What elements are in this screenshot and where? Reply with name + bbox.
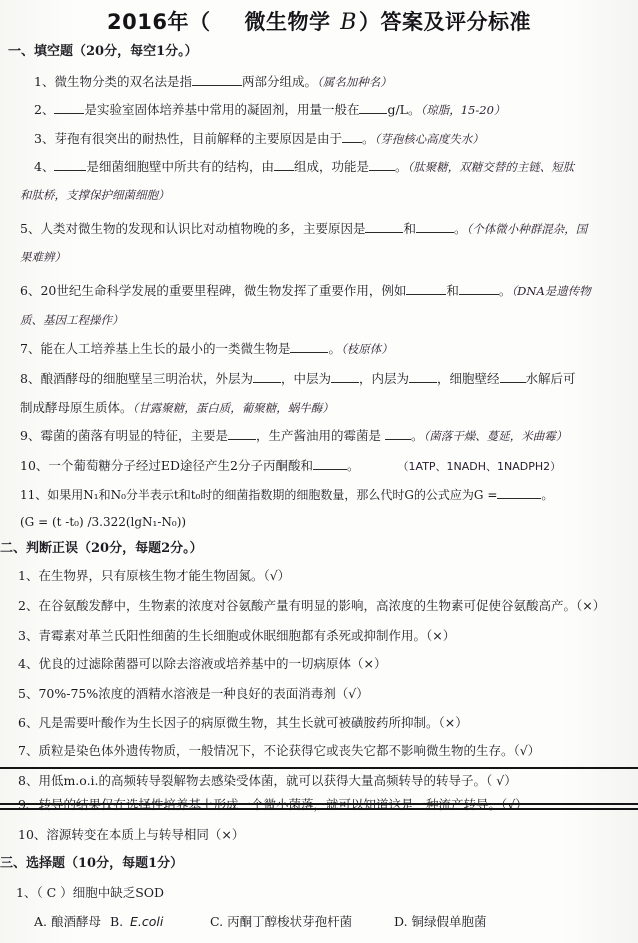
option-b-label: B. [110, 914, 124, 929]
answer-mark: （×） [575, 598, 606, 613]
answer-text: 和肽桥，支撑保护细菌细胞） [20, 188, 170, 202]
statement-text: 5、70%-75%浓度的酒精水溶液是一种良好的表面消毒剂 [18, 686, 336, 701]
question-text: 11、如果用N₁和N₀分半表示t和t₀时的细菌指数期的细胞数量，那么代时G的公式应为G = [20, 488, 498, 502]
answer-text: （1ATP、1NADH、1NADPH2） [397, 460, 562, 473]
fill-question-11 [20, 487, 553, 503]
title-year: 2016年（ [107, 10, 211, 34]
answer-blank [409, 371, 437, 383]
judgement-item-2 [18, 598, 605, 614]
statement-text: 1、在生物界，只有原核生物才能生物固氮。 [18, 568, 264, 583]
answer-mark: （√） [263, 568, 291, 583]
answer-blank [54, 102, 84, 114]
question-text: 水解后可 [525, 371, 576, 386]
statement-text: 3、青霉素对革兰氏阳性细菌的生长细胞或休眠细胞都有杀死或抑制作用。 [18, 628, 426, 643]
strikethrough-line [0, 767, 638, 769]
fill-question-8 [20, 371, 576, 387]
answer-blank [365, 221, 403, 233]
question-text: 4、 [34, 159, 55, 174]
question-text: 。 [410, 428, 424, 443]
question-text: 。 [361, 131, 375, 146]
title-course: 微生物学 [244, 10, 331, 34]
strikethrough-line [0, 808, 638, 810]
title-suffix: ）答案及评分标准 [358, 10, 531, 34]
answer-blank [406, 283, 446, 295]
answer-mark: （×） [208, 827, 245, 842]
answer-blank [359, 102, 387, 114]
judgement-item-10 [18, 827, 244, 843]
question-text: 2、 [34, 102, 55, 117]
section3-heading: 三、选择题（10分，每题1分） [0, 856, 184, 871]
statement-text: 2、在谷氨酸发酵中，生物素的浓度对谷氨酸产量有明显的影响，高浓度的生物素可促使谷氨酸高产。 [18, 598, 576, 613]
question-text: 制成酵母原生质体。 [20, 400, 133, 415]
statement-text: 7、质粒是染色体外遗传物质，一般情况下，不论获得它或丧失它都不影响微生物的生存。 [18, 743, 514, 758]
answer-mark: （×） [438, 715, 468, 730]
question-text: 5、人类对微生物的发现和认识比对动植物晚的多，主要原因是 [20, 221, 366, 236]
question-text: ，内层为 [358, 371, 409, 386]
question-text: 组成，功能是 [293, 159, 369, 174]
question-text: 3、芽孢有很突出的耐热性，目前解释的主要原因是由于 [34, 131, 342, 146]
question-text: ，中层为 [280, 371, 331, 386]
question-text: 是实验室固体培养基中常用的凝固剂，用量一般在 [84, 102, 360, 117]
question-text: 1、微生物分类的双名法是指 [34, 74, 192, 89]
strikethrough-line [0, 803, 638, 805]
section1-heading: 一、填空题（20分，每空1分。） [8, 44, 198, 59]
answer-text: （DNA是遗传物 [511, 284, 591, 298]
judgement-item-1 [18, 568, 290, 584]
fill-question-8-cont [20, 400, 334, 416]
question-text: 。 [394, 159, 408, 174]
question-text: g/L。 [387, 102, 421, 117]
judgement-item-7 [18, 743, 540, 759]
answer-blank [313, 458, 347, 470]
answer-blank [500, 371, 526, 383]
answer-blank [331, 371, 359, 383]
answer-text: （菌落干燥、蔓延，米曲霉） [423, 429, 568, 443]
fill-question-9 [20, 428, 567, 444]
page-title [0, 6, 638, 36]
answer-text: （肽聚糖，双糖交替的主链、短肽 [407, 160, 575, 174]
statement-text: 10、溶源转变在本质上与转导相同 [18, 827, 209, 842]
option-c: C. 丙酮丁醇梭状芽孢杆菌 [210, 914, 353, 929]
option-a: A. 酿酒酵母 [34, 914, 101, 929]
question-text: 。 [328, 341, 341, 356]
answer-blank [274, 159, 294, 171]
fill-question-3 [34, 131, 484, 147]
answer-blank [253, 371, 281, 383]
option-d: D. 铜绿假单胞菌 [394, 914, 487, 929]
answer-text: （个体微小种群混杂，国 [466, 222, 588, 236]
fill-question-6 [20, 283, 591, 299]
answer-text: （属名加种名） [316, 75, 392, 89]
statement-text: 4、优良的过滤除菌器可以除去溶液或培养基中的一切病原体 [18, 656, 351, 671]
question-text: 9、霉菌的菌落有明显的特征，主要是 [20, 428, 228, 443]
question-text: ，细胞壁经 [437, 371, 500, 386]
fill-question-4 [34, 159, 574, 175]
answer-blank [385, 428, 411, 440]
judgement-item-9 [18, 797, 528, 813]
question-text: ，生产酱油用的霉菌是 [255, 428, 381, 443]
fill-question-10 [20, 458, 561, 475]
answer-blank [228, 428, 256, 440]
answer-mark: （√） [513, 743, 541, 758]
answer-blank [416, 221, 454, 233]
answer-blank [369, 159, 395, 171]
question-text: 。 [453, 221, 467, 236]
answer-text: （枝原体） [340, 342, 393, 356]
judgement-item-5 [18, 686, 369, 702]
choice-options [34, 914, 487, 930]
answer-blank [54, 159, 86, 171]
question-text: 。 [347, 458, 360, 473]
answer-text: （琼脂，15-20） [420, 103, 506, 117]
answer-blank [342, 131, 362, 143]
title-version: B [340, 10, 357, 35]
section2-heading: 二、判断正误（20分，每题2分。） [0, 541, 203, 556]
answer-mark: （√） [335, 686, 369, 701]
answer-mark: （×） [425, 628, 456, 643]
fill-question-5 [20, 221, 587, 237]
answer-blank [459, 283, 499, 295]
answer-text: 质、基因工程操作） [20, 313, 124, 327]
judgement-item-6 [18, 715, 468, 731]
statement-text: 8、用低m.o.i.的高频转导裂解物去感染受体菌，就可以获得大量高频转导的转导子。 [18, 773, 487, 788]
judgement-item-8 [18, 773, 517, 789]
option-b-text: E.coli [130, 914, 164, 929]
answer-text: 果难辨） [20, 250, 66, 264]
question-text: 。 [541, 488, 554, 502]
choice-question-1: 1、（ C ）细胞中缺乏SOD [16, 885, 165, 900]
fill-question-7 [20, 341, 393, 357]
question-text: 6、20世纪生命科学发展的重要里程碑，微生物发挥了重要作用，例如 [20, 283, 407, 298]
answer-text: （甘露聚糖，蛋白质，葡聚糖，蜗牛酶） [132, 401, 334, 415]
answer-text: (G = (t -t₀) /3.322(lgN₁-N₀)) [20, 515, 187, 529]
judgement-item-4 [18, 656, 386, 672]
answer-text: （芽孢核心高度失水） [374, 132, 484, 146]
question-text: 两部分组成。 [241, 74, 317, 89]
fill-question-1 [34, 74, 392, 90]
question-text: 和 [446, 283, 459, 298]
answer-blank [192, 74, 242, 86]
fill-question-2 [34, 102, 505, 118]
answer-blank [497, 487, 541, 499]
answer-blank [290, 341, 328, 353]
question-text: 8、酿酒酵母的细胞壁呈三明治状，外层为 [20, 371, 253, 386]
statement-text: 6、凡是需要叶酸作为生长因子的病原微生物，其生长就可被磺胺药所抑制。 [18, 715, 439, 730]
question-text: 7、能在人工培养基上生长的最小的一类微生物是 [20, 341, 291, 356]
answer-mark: （ √） [486, 773, 517, 788]
question-text: 是细菌细胞壁中所共有的结构，由 [86, 159, 274, 174]
question-text: 10、一个葡萄糖分子经过ED途径产生2分子丙酮酸和 [20, 458, 314, 473]
question-text: 。 [498, 283, 512, 298]
judgement-item-3 [18, 628, 455, 644]
question-text: 和 [403, 221, 416, 236]
answer-mark: （×） [350, 656, 387, 671]
